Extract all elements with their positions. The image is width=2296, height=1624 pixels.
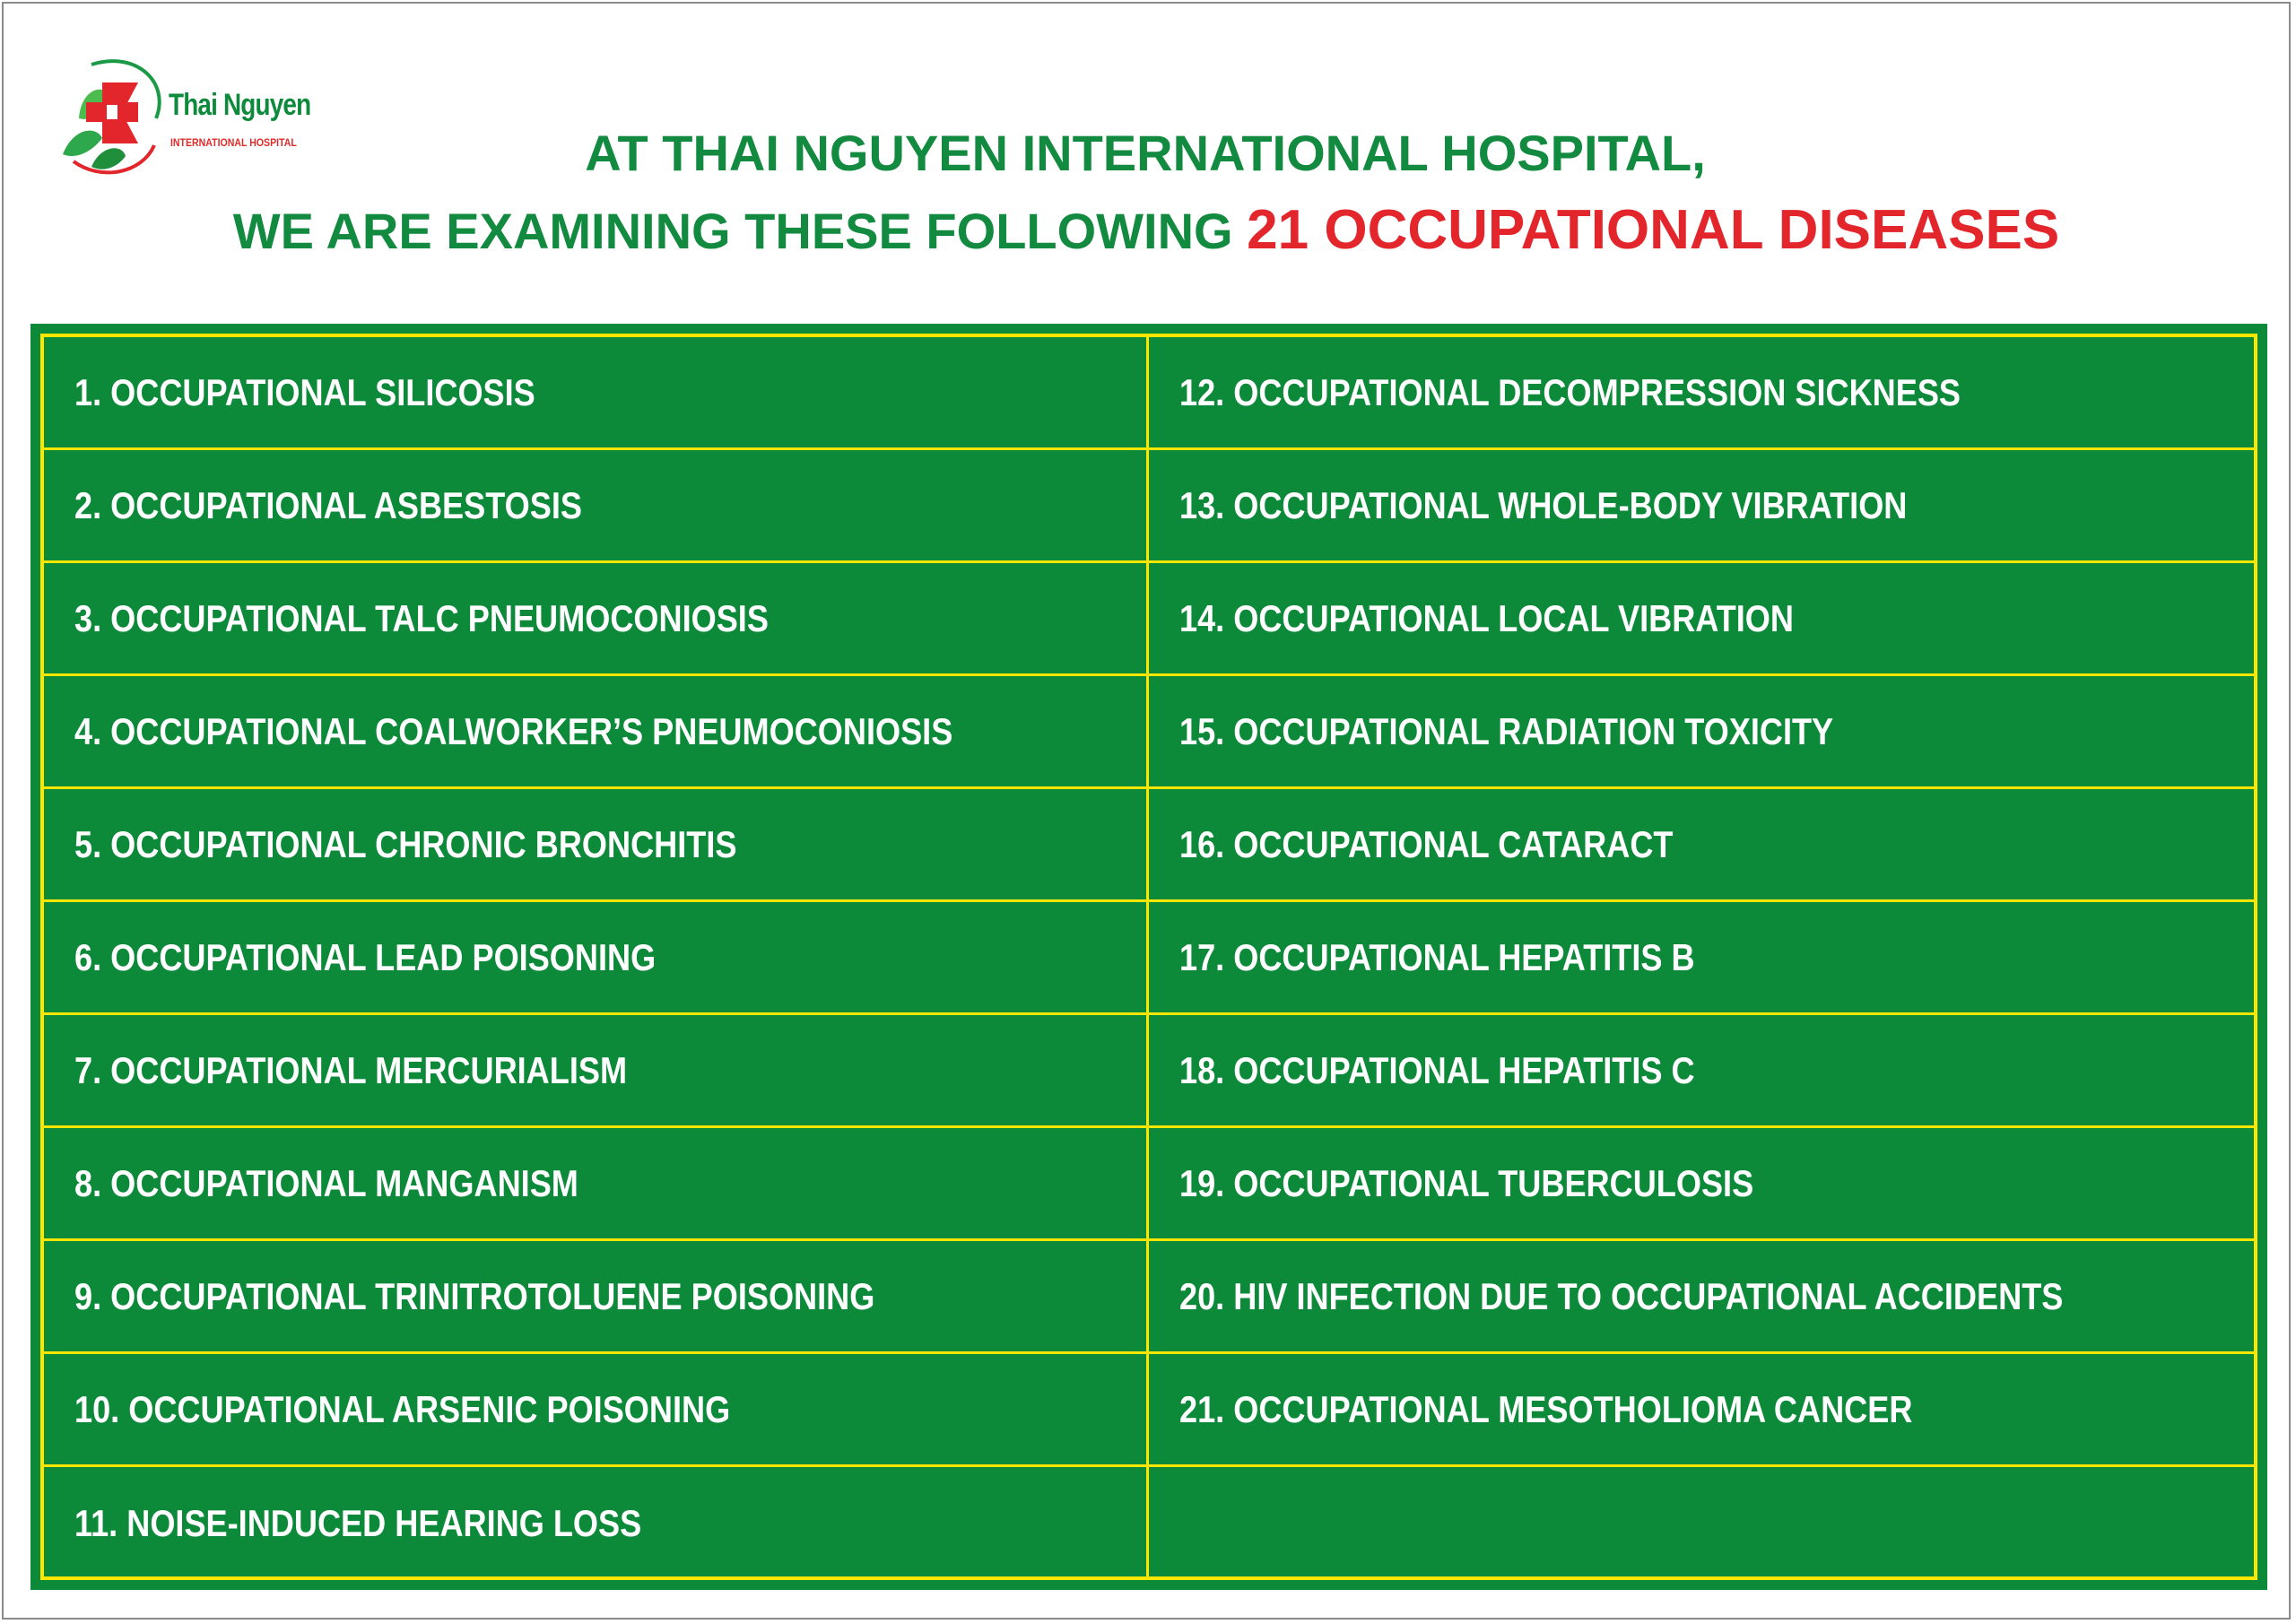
- disease-cell: [1149, 1128, 2254, 1241]
- disease-label: 16. OCCUPATIONAL CATARACT: [1179, 822, 1674, 865]
- disease-cell: [44, 563, 1149, 676]
- disease-cell: [44, 1128, 1149, 1241]
- disease-cell: [1149, 902, 2254, 1015]
- disease-label: 7. OCCUPATIONAL MERCURIALISM: [74, 1048, 628, 1091]
- disease-label: 11. NOISE-INDUCED HEARING LOSS: [74, 1502, 642, 1544]
- disease-label: 12. OCCUPATIONAL DECOMPRESSION SICKNESS: [1179, 370, 1961, 413]
- disease-cell: [1149, 676, 2254, 789]
- disease-label: 19. OCCUPATIONAL TUBERCULOSIS: [1179, 1161, 1754, 1204]
- disease-cell: [44, 1241, 1149, 1354]
- disease-label: 1. OCCUPATIONAL SILICOSIS: [74, 370, 535, 413]
- headline-line-2: [0, 192, 2294, 270]
- disease-label: 15. OCCUPATIONAL RADIATION TOXICITY: [1179, 709, 1834, 752]
- disease-cell: [1149, 1354, 2254, 1467]
- disease-label: 9. OCCUPATIONAL TRINITROTOLUENE POISONING: [74, 1274, 875, 1317]
- disease-cell: [1149, 1015, 2254, 1128]
- disease-label: 5. OCCUPATIONAL CHRONIC BRONCHITIS: [74, 822, 737, 865]
- disease-label: 6. OCCUPATIONAL LEAD POISONING: [74, 935, 657, 978]
- logo-wordmark: Thai Nguyen: [169, 88, 311, 122]
- disease-cell: [1149, 789, 2254, 902]
- disease-label: 17. OCCUPATIONAL HEPATITIS B: [1179, 935, 1695, 978]
- headline-accent: 21 OCCUPATIONAL DISEASES: [1247, 199, 2060, 261]
- disease-cell: [1149, 337, 2254, 450]
- disease-cell: [44, 337, 1149, 450]
- disease-label: 4. OCCUPATIONAL COALWORKER’S PNEUMOCONIOSIS: [74, 709, 953, 752]
- disease-label: 21. OCCUPATIONAL MESOTHOLIOMA CANCER: [1179, 1387, 1913, 1430]
- disease-cell: [44, 1015, 1149, 1128]
- logo-subtitle: INTERNATIONAL HOSPITAL: [170, 136, 297, 149]
- disease-cell: [44, 1467, 1149, 1580]
- disease-cell: [44, 1354, 1149, 1467]
- disease-cell: [44, 450, 1149, 563]
- disease-cell: [1149, 1467, 2254, 1580]
- disease-cell: [44, 789, 1149, 902]
- disease-label: 3. OCCUPATIONAL TALC PNEUMOCONIOSIS: [74, 596, 769, 639]
- disease-label: 10. OCCUPATIONAL ARSENIC POISONING: [74, 1387, 731, 1430]
- disease-label: 13. OCCUPATIONAL WHOLE-BODY VIBRATION: [1179, 483, 1908, 526]
- headline-line-1: AT THAI NGUYEN INTERNATIONAL HOSPITAL,: [585, 125, 1706, 181]
- diseases-board: [30, 324, 2267, 1590]
- disease-cell: [1149, 1241, 2254, 1354]
- headline-line-2-prefix: WE ARE EXAMINING THESE FOLLOWING: [232, 203, 1248, 259]
- disease-cell: [1149, 450, 2254, 563]
- disease-label: 20. HIV INFECTION DUE TO OCCUPATIONAL ACCIDENTS: [1179, 1274, 2064, 1317]
- disease-label: 18. OCCUPATIONAL HEPATITIS C: [1179, 1048, 1695, 1091]
- disease-cell: [1149, 563, 2254, 676]
- disease-label: 8. OCCUPATIONAL MANGANISM: [74, 1161, 578, 1204]
- disease-label: 14. OCCUPATIONAL LOCAL VIBRATION: [1179, 596, 1794, 639]
- diseases-grid: [40, 334, 2257, 1580]
- disease-label: 2. OCCUPATIONAL ASBESTOSIS: [74, 483, 582, 526]
- disease-cell: [44, 902, 1149, 1015]
- page-headline: [0, 115, 2296, 270]
- disease-cell: [44, 676, 1149, 789]
